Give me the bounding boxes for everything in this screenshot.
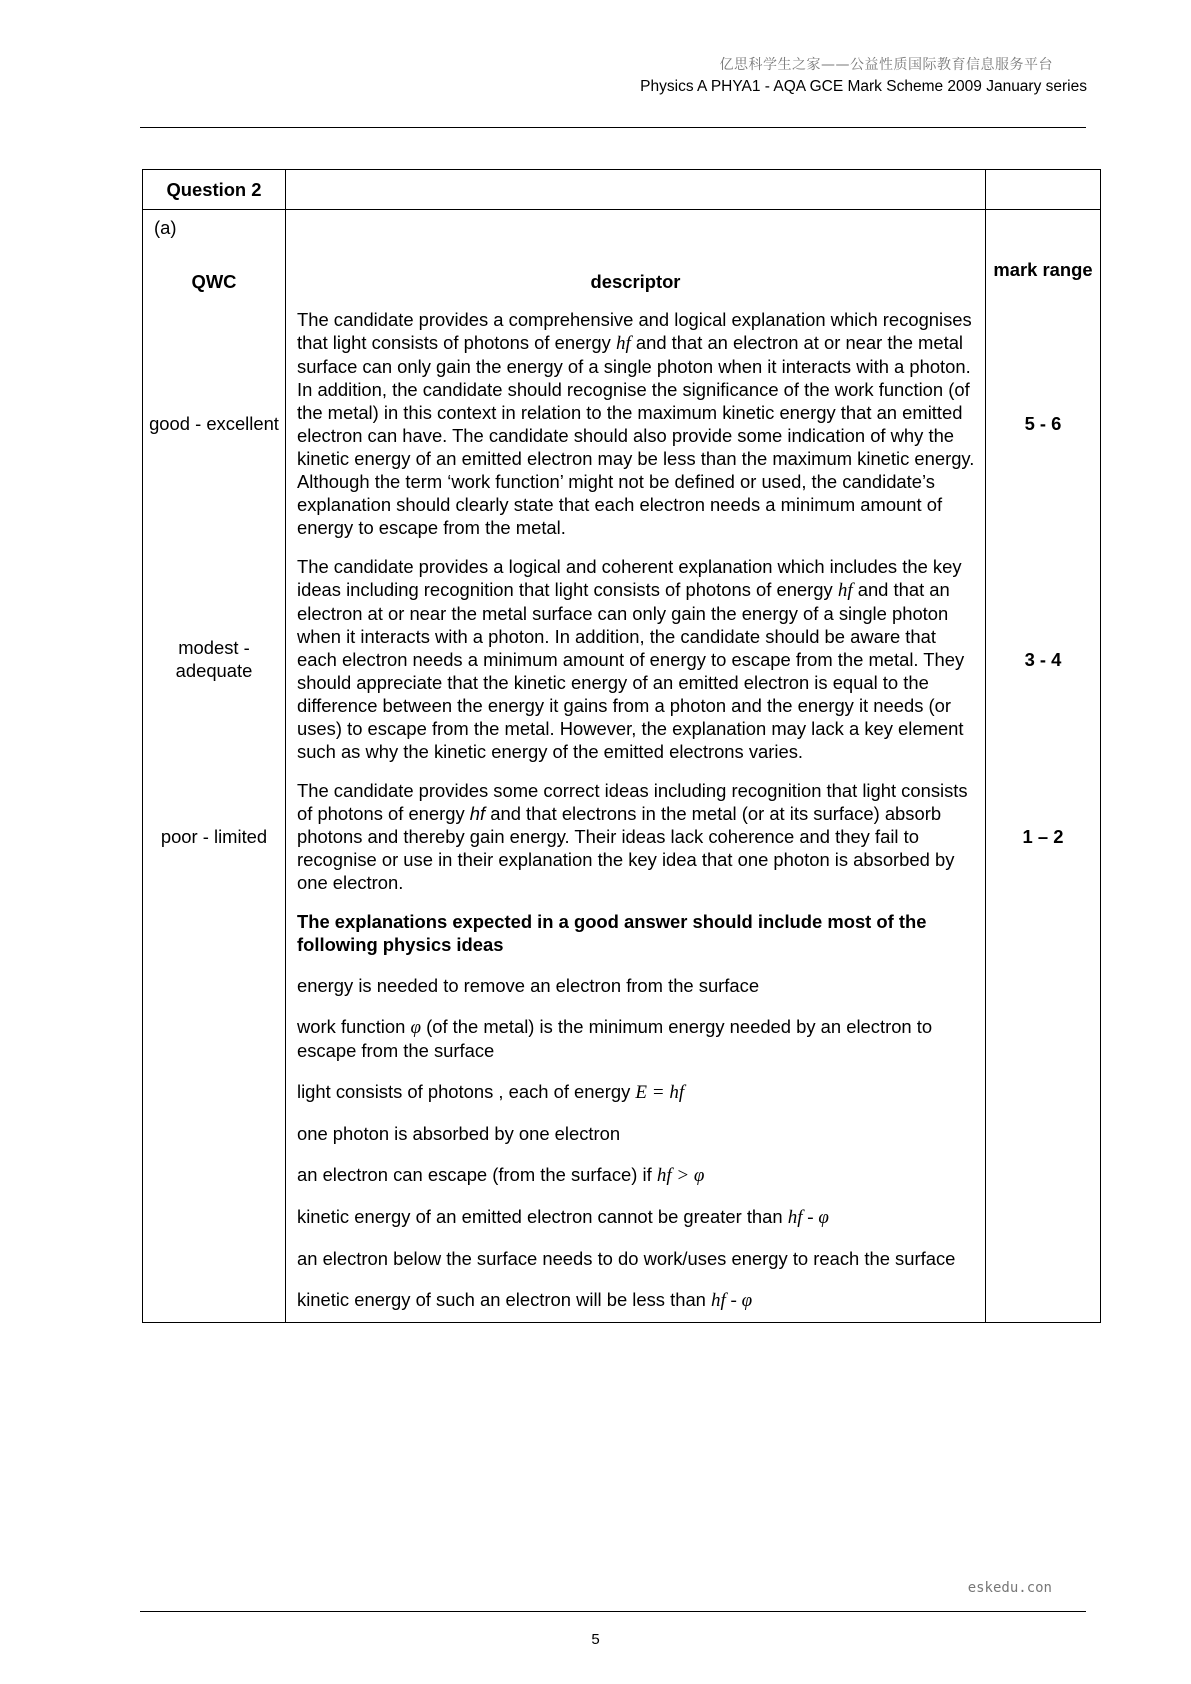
idea-text: kinetic energy of an emitted electron cannot be greater than [297,1206,788,1227]
math-symbol: hf [837,580,853,601]
descriptor-header-cell [286,210,986,301]
physics-idea-item [297,1072,977,1114]
qwc-band-label: good - excellent [143,300,286,547]
mark-range-column-header: mark range [993,259,1093,280]
header-document-title: Physics A PHYA1 - AQA GCE Mark Scheme 2009 January series [640,78,1087,95]
band-row [143,771,1101,902]
empty-cell [143,902,286,1323]
question-title: Question 2 [166,179,262,200]
mark-range-value: 5 - 6 [986,300,1101,547]
empty-header-cell [286,170,986,210]
qwc-column-header: QWC [191,271,237,292]
column-header-row [143,210,1101,301]
qwc-band-label: modest - adequate [143,547,286,771]
math-expression: hf > φ [656,1165,705,1186]
qwc-header-cell [143,210,286,301]
math-expression: hf - φ [711,1290,753,1311]
descriptor-text: The candidate provides some correct ideas including recognition that light consists of photons of energy [297,780,968,824]
footer-rule [140,1611,1086,1612]
math-symbol: φ [410,1017,421,1038]
mark-range-value: 1 – 2 [986,771,1101,902]
math-symbol: hf [469,803,486,824]
descriptor-column-header: descriptor [590,271,681,292]
math-expression: E = hf [635,1082,685,1103]
physics-idea-item: an electron below the surface needs to do work/uses energy to reach the surface [297,1248,956,1269]
math-symbol: hf [615,333,631,354]
empty-header-cell [986,170,1101,210]
physics-idea-item: one photon is absorbed by one electron [297,1123,621,1144]
idea-text: kinetic energy of such an electron will be less than [297,1289,712,1310]
physics-idea-item [297,1155,977,1197]
physics-idea-item [297,1280,977,1322]
math-expression: hf - φ [787,1207,829,1228]
descriptor-text: The candidate provides a comprehensive and logical explanation which recognises that light consists of photons of energy [297,309,972,353]
physics-idea-item [297,1007,977,1072]
idea-text: an electron can escape (from the surface) if [297,1164,657,1185]
physics-idea-item [297,1197,977,1239]
physics-ideas-cell [286,902,986,1323]
qwc-band-label: poor - limited [143,771,286,902]
question-header-row [143,170,1101,210]
empty-cell [986,902,1101,1323]
descriptor-text: The candidate provides a logical and coherent explanation which includes the key ideas including recognition that light consists of photons of energy [297,556,962,600]
header-site-name: 亿思科学生之家——公益性质国际教育信息服务平台 [719,57,1053,73]
question-title-cell [143,170,286,210]
mark-range-header-cell [986,210,1101,301]
band-row [143,547,1101,771]
descriptor-text: and that electrons in the metal (or at its surface) absorb photons and thereby gain energy. Their ideas lack coherence and they fail to recognise or use in their explanation the key idea that one photon is absorbed by one electron. [297,803,955,893]
physics-ideas-heading: The explanations expected in a good answer should include most of the following physics ideas [297,911,927,955]
band-descriptor [286,300,986,547]
mark-scheme-table [142,169,1101,1323]
band-row [143,300,1101,547]
idea-text: light consists of photons , each of energy [297,1081,636,1102]
page-number: 5 [591,1631,600,1648]
band-descriptor [286,547,986,771]
mark-range-value: 3 - 4 [986,547,1101,771]
band-descriptor [286,771,986,902]
physics-idea-item: energy is needed to remove an electron from the surface [297,975,760,996]
header-rule [140,127,1086,128]
question-part-label: (a) [154,217,177,238]
physics-ideas-row [143,902,1101,1323]
descriptor-text: and that an electron at or near the metal surface can only gain the energy of a single photon when it interacts with a photon. In addition, the candidate should recognise the significance of the work function (of the metal) in this context in relation to the maximum kinetic energy that an emitted electron can have. The candidate should also provide some indication of why the kinetic energy of an emitted electron may be less than the maximum kinetic energy. Although the term ‘work function’ might not be defined or used, the candidate’s explanation should clearly state that each electron needs a minimum amount of energy to escape from the metal. [297,332,975,538]
idea-text: work function [297,1016,411,1037]
descriptor-text: and that an electron at or near the metal surface can only gain the energy of a single photon when it interacts with a photon. In addition, the candidate should be aware that each electron needs a minimum amount of energy to escape from the metal. They should appreciate that the kinetic energy of an emitted electron is equal to the difference between the energy it gains from a photon and the energy it needs (or uses) to escape from the metal. However, the explanation may lack a key element such as why the kinetic energy of the emitted electrons varies. [297,579,965,762]
footer-logo-text: eskedu.con [967,1580,1052,1596]
idea-text: (of the metal) is the minimum energy needed by an electron to escape from the surface [297,1016,933,1061]
